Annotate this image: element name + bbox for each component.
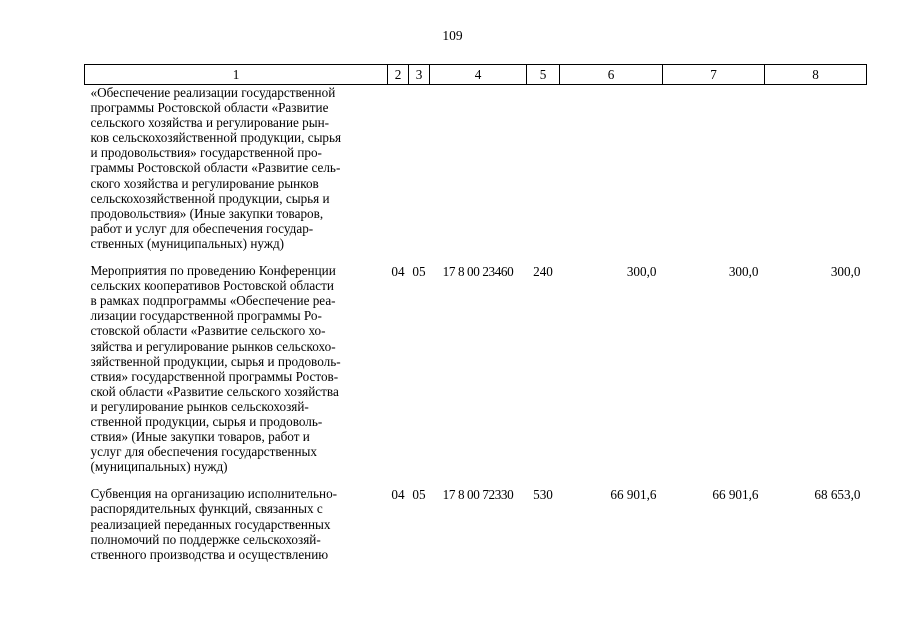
header-col-6: 6 <box>560 65 663 85</box>
subsection-code: 05 <box>412 264 426 280</box>
description-line: распорядительных функций, связанных с <box>90 501 323 517</box>
amount-year-2: 300,0 <box>728 264 759 280</box>
description-line: ственных (муниципальных) нужд) <box>90 235 285 251</box>
target-article-code <box>430 85 527 264</box>
section-code <box>388 85 409 264</box>
page-number: 109 <box>442 28 463 43</box>
amount-year-1: 300,0 <box>626 264 657 280</box>
subsection-code: 05 <box>412 487 426 503</box>
subsection-code <box>409 85 430 264</box>
expense-type-code <box>527 85 560 264</box>
header-col-4: 4 <box>430 65 527 85</box>
description-line: программы Ростовской области «Развитие <box>90 100 329 116</box>
table-row <box>85 263 867 486</box>
description-line: ственного производства и осуществлению <box>90 546 329 562</box>
expense-type-code: 530 <box>533 487 553 503</box>
description-line: работ и услуг для обеспечения государ- <box>90 220 314 236</box>
budget-table <box>84 64 867 562</box>
description-line: услуг для обеспечения государственных <box>90 444 317 460</box>
row-description <box>85 85 388 264</box>
description-line: сельскохозяйственной продукции, сырья и <box>90 190 330 206</box>
section-code: 04 <box>391 487 405 503</box>
description-line: ствия» государственной программы Ростов- <box>90 368 339 384</box>
amount-year-2: 66 901,6 <box>712 487 759 503</box>
description-line: ственной продукции, сырья и продоволь- <box>90 413 323 429</box>
description-line: Мероприятия по проведению Конференции <box>90 263 336 279</box>
description-line: и регулирование рынков сельскохозяй- <box>90 398 309 414</box>
description-line: зяйства и регулирование рынков сельскохо- <box>90 338 336 354</box>
amount-year-2 <box>663 85 765 264</box>
description-line: и продовольствия» государственной про- <box>90 145 322 161</box>
target-article-code: 17 8 00 23460 <box>442 264 514 280</box>
description-line: зяйственной продукции, сырья и продоволь- <box>90 353 341 369</box>
header-col-2: 2 <box>388 65 409 85</box>
amount-year-1: 66 901,6 <box>610 487 657 503</box>
description-line: сельского хозяйства и регулирование рын- <box>90 115 330 131</box>
amount-year-3 <box>765 85 867 264</box>
table-header-row <box>85 65 867 85</box>
description-line: полномочий по поддержке сельскохозяй- <box>90 531 321 547</box>
header-col-7: 7 <box>663 65 765 85</box>
description-line: лизации государственной программы Ро- <box>90 308 322 324</box>
description-line: «Обеспечение реализации государственной <box>90 85 336 100</box>
header-col-1: 1 <box>85 65 388 85</box>
target-article-code: 17 8 00 72330 <box>442 487 514 503</box>
row-description <box>85 486 388 561</box>
description-line: сельских кооперативов Ростовской области <box>90 278 334 294</box>
description-line: Субвенция на организацию исполнительно- <box>90 486 338 502</box>
description-line: ствия» (Иные закупки товаров, работ и <box>90 429 310 445</box>
amount-year-1 <box>560 85 663 264</box>
description-line: граммы Ростовской области «Развитие сель- <box>90 160 341 176</box>
table-row <box>85 486 867 561</box>
header-col-5: 5 <box>527 65 560 85</box>
description-line: реализацией переданных государственных <box>90 516 331 532</box>
expense-type-code: 240 <box>533 264 553 280</box>
amount-year-3: 300,0 <box>830 264 861 280</box>
row-description <box>85 263 388 486</box>
description-line: ского хозяйства и регулирование рынков <box>90 175 319 191</box>
header-col-8: 8 <box>765 65 867 85</box>
table-row <box>85 85 867 264</box>
description-line: в рамках подпрограммы «Обеспечение реа- <box>90 293 336 309</box>
description-line: продовольствия» (Иные закупки товаров, <box>90 205 324 221</box>
description-line: ской области «Развитие сельского хозяйства <box>90 383 339 399</box>
description-line: ков сельскохозяйственной продукции, сырья <box>90 130 342 146</box>
amount-year-3: 68 653,0 <box>814 487 861 503</box>
description-line: стовской области «Развитие сельского хо- <box>90 323 326 339</box>
header-col-3: 3 <box>409 65 430 85</box>
description-line: (муниципальных) нужд) <box>90 459 228 475</box>
section-code: 04 <box>391 264 405 280</box>
